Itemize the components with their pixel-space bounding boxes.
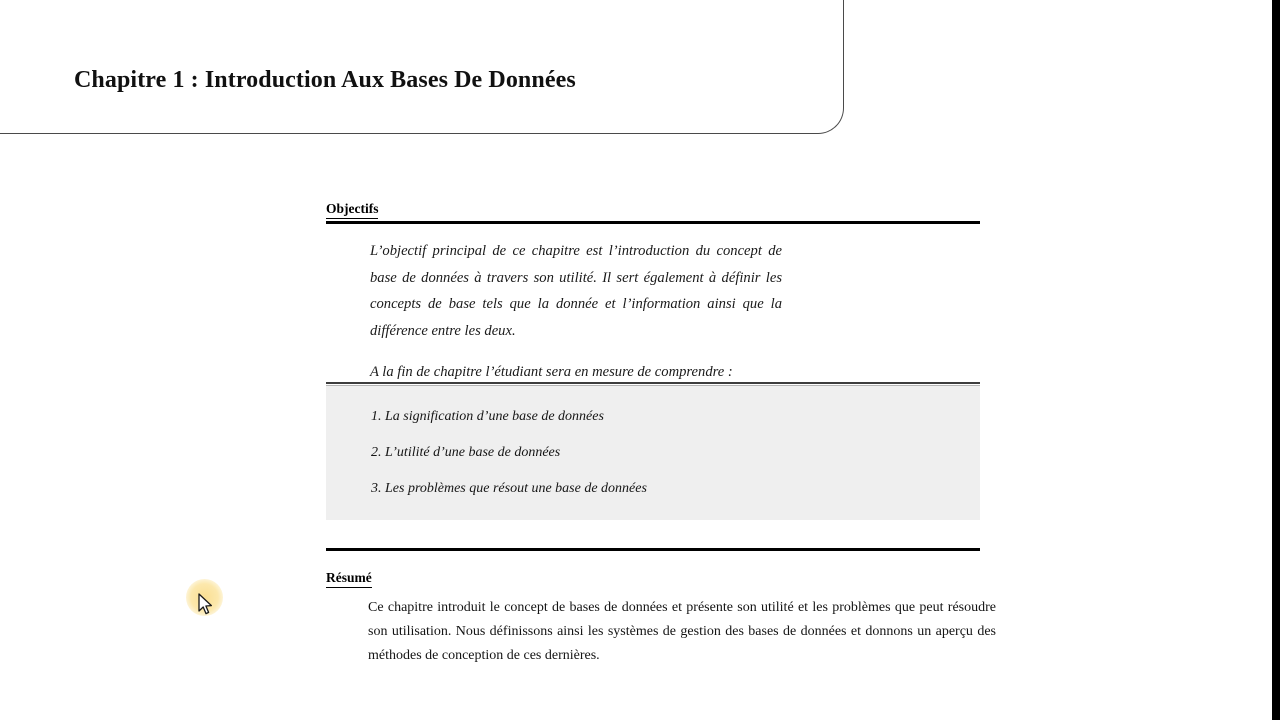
list-item: 1. La signification d’une base de données <box>371 409 604 425</box>
chapter-title-text: Introduction Aux Bases De Données <box>198 67 576 94</box>
arrow-cursor-icon <box>198 593 214 617</box>
objectives-section <box>326 200 980 520</box>
document-content <box>326 200 996 667</box>
objectives-paragraph-2: A la fin de chapitre l’étudiant sera en mesure de comprendre : <box>370 364 733 381</box>
right-edge-bar <box>1272 0 1280 720</box>
summary-heading: Résumé <box>326 570 372 588</box>
list-item: 2. L’utilité d’une base de données <box>371 445 561 461</box>
summary-paragraph: Ce chapitre introduit le concept de bases de données et présente son utilité et les problèmes que peut résoudre son utilisation. Nous définissons ainsi les systèmes de gestion des bases de données et donnons un aperçu des méthodes de conception de ces dernières. <box>368 600 996 663</box>
summary-top-rule <box>326 548 980 551</box>
objectives-heading: Objectifs <box>326 201 378 219</box>
page-title <box>74 66 594 95</box>
list-item: 3. Les problèmes que résout une base de données <box>371 481 647 497</box>
goals-box <box>326 386 980 520</box>
section-gap <box>326 520 980 546</box>
objectives-paragraph-1: L’objectif principal de ce chapitre est l’introduction du concept de base de données à travers son utilité. Il sert également à définir les concepts de base tels que la donnée et l’information ainsi que la différence entre les deux. <box>370 243 782 339</box>
summary-section <box>326 548 996 667</box>
chapter-label: Chapitre 1 : <box>74 67 199 94</box>
